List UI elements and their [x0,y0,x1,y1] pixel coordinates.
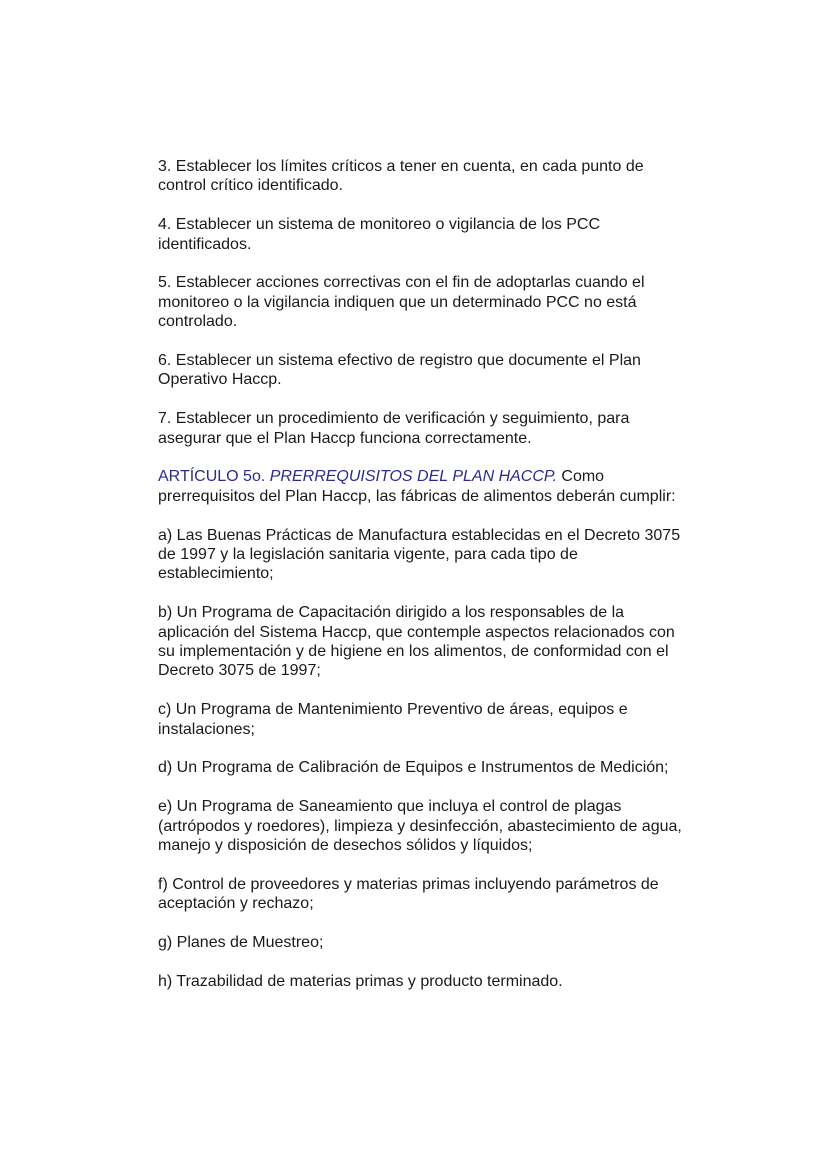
article-intro: Como prerrequisitos del Plan Haccp, las fábricas de alimentos deberán cumplir: [158,468,676,505]
step-6: 6. Establecer un sistema efectivo de registro que documente el Plan Operativo Haccp. [158,352,641,389]
step-5: 5. Establecer acciones correctivas con el fin de adoptarlas cuando el monitoreo o la vigilancia indiquen que un determinado PCC no está controlado. [158,274,645,331]
item-d: d) Un Programa de Calibración de Equipos e Instrumentos de Medición; [158,759,669,777]
article-heading [158,468,557,485]
article-paragraph [158,467,718,506]
item-h: h) Trazabilidad de materias primas y producto terminado. [158,972,563,990]
step-3: 3. Establecer los límites críticos a tener en cuenta, en cada punto de control crítico identificado. [158,158,644,195]
article-title: PRERREQUISITOS DEL PLAN HACCP. [269,468,557,486]
step-4: 4. Establecer un sistema de monitoreo o vigilancia de los PCC identificados. [158,216,600,253]
item-g: g) Planes de Muestreo; [158,934,324,952]
item-a: a) Las Buenas Prácticas de Manufactura establecidas en el Decreto 3075 de 1997 y la legislación sanitaria vigente, para cada tipo de establecimiento; [158,526,681,583]
article-number: ARTÍCULO 5o. [158,468,270,486]
document-page [158,157,718,1011]
item-b: b) Un Programa de Capacitación dirigido a los responsables de la aplicación del Sistema Haccp, que contemple aspectos relacionados con su implementación y de higiene en los alimentos, de conformidad con el Decreto 3075 de 1997; [158,604,675,680]
item-c: c) Un Programa de Mantenimiento Preventivo de áreas, equipos e instalaciones; [158,701,628,738]
item-f: f) Control de proveedores y materias primas incluyendo parámetros de aceptación y rechazo; [158,875,659,913]
step-7: 7. Establecer un procedimiento de verificación y seguimiento, para asegurar que el Plan Haccp funciona correctamente. [158,410,630,447]
item-e: e) Un Programa de Saneamiento que incluya el control de plagas (artrópodos y roedores), limpieza y desinfección, abastecimiento de agua, manejo y disposición de desechos sólidos y líquidos; [158,798,682,855]
